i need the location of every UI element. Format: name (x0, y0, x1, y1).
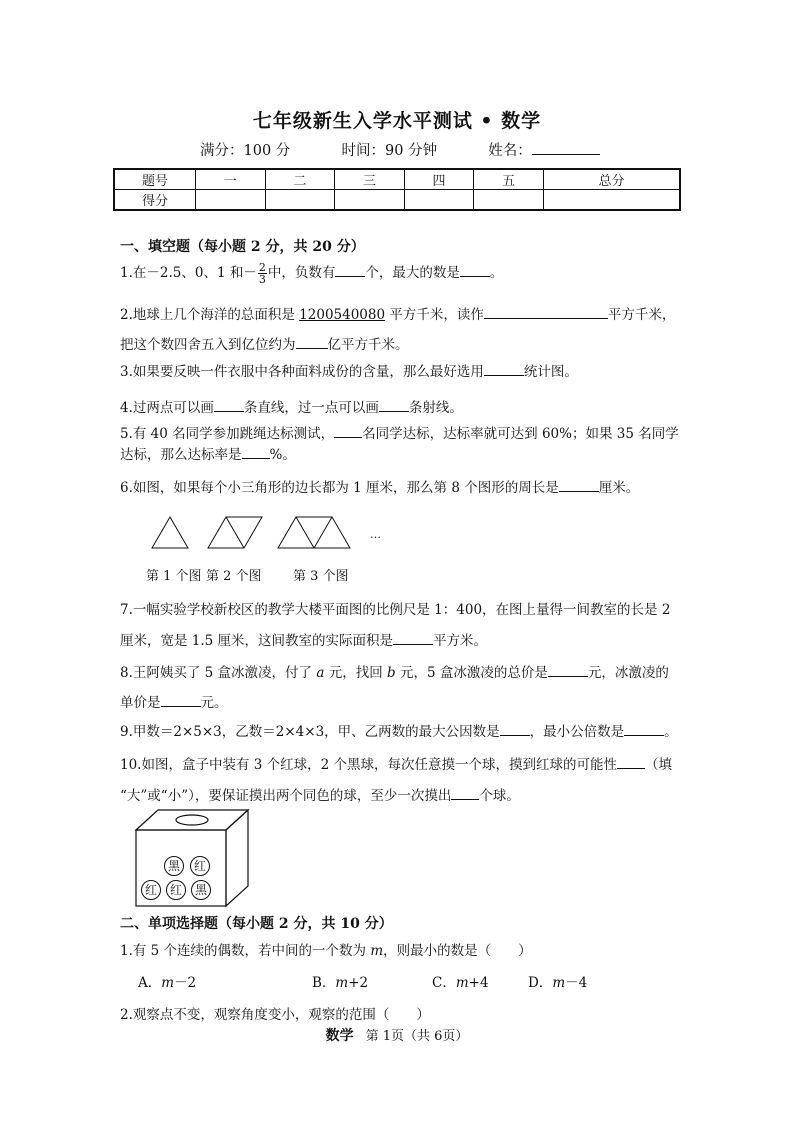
footer-subject: 数学 (325, 1028, 354, 1044)
mc-option-d[interactable] (528, 971, 587, 991)
option-letter: B． (312, 975, 336, 991)
answer-blank[interactable] (242, 445, 270, 459)
page-footer (0, 1025, 794, 1045)
footer-page: 第 1页（共 6页） (365, 1029, 469, 1044)
fraction-numerator: 2 (258, 261, 266, 274)
exam-meta (200, 139, 600, 160)
figure-label: 第 1 个图 (146, 569, 202, 584)
mc-question-1 (120, 939, 532, 959)
question-3 (120, 360, 578, 380)
variable: b (387, 665, 396, 681)
table-row (114, 190, 680, 211)
answer-blank[interactable] (214, 398, 244, 412)
variable: a (316, 665, 325, 681)
answer-blank[interactable] (296, 335, 328, 349)
question-text: 6.如图，如果每个小三角形的边长都为 1 厘米，那么第 8 个图形的周长是 (120, 480, 559, 496)
answer-blank[interactable] (460, 263, 490, 277)
fraction (258, 262, 267, 285)
triangle-figure-1 (152, 517, 188, 548)
table-cell: 二 (265, 169, 335, 190)
question-text: 3.如果要反映一件衣服中各种面料成份的含量，那么最好选用 (120, 364, 484, 380)
question-2-line2 (120, 333, 409, 353)
variable: m (455, 975, 469, 991)
question-1 (120, 260, 503, 286)
variable: m (161, 975, 175, 991)
option-letter: A． (138, 975, 162, 991)
question-6 (120, 476, 639, 496)
score-cell[interactable] (474, 190, 544, 211)
score-cell[interactable] (335, 190, 405, 211)
question-text: 4.过两点可以画 (120, 400, 214, 416)
page-title: 七年级新生入学水平测试 • 数学 (252, 110, 542, 132)
question-8-line2 (120, 691, 228, 711)
question-text: 平方千米，读作 (385, 307, 484, 323)
question-text: ，最小公倍数是 (529, 724, 625, 740)
mc-option-c[interactable] (432, 971, 489, 991)
question-text: %。 (269, 447, 296, 463)
table-cell: 三 (335, 169, 405, 190)
question-text: 2.观察点不变，观察角度变小，观察的范围（ ） (120, 1007, 430, 1023)
figure-label: 第 3 个图 (293, 569, 349, 584)
option-letter: C． (432, 975, 456, 991)
question-text: 个球。 (479, 788, 520, 804)
question-text: 平方米。 (433, 633, 488, 649)
question-text: 8.王阿姨买了 5 盒冰激凌，付了 (120, 665, 317, 681)
table-cell: 总分 (543, 169, 680, 190)
question-text: 5.有 40 名同学参加跳绳达标测试， (120, 426, 335, 442)
figure-label: 第 2 个图 (206, 569, 262, 584)
ball-black: 黑 (164, 856, 184, 876)
question-text: 2.地球上几个海洋的总面积是 (120, 307, 300, 323)
answer-blank[interactable] (500, 722, 530, 736)
question-8 (120, 661, 669, 681)
fraction-denominator: 3 (258, 273, 266, 286)
answer-blank[interactable] (484, 362, 524, 376)
table-cell: 得分 (114, 190, 196, 211)
answer-blank[interactable] (559, 478, 599, 492)
question-7 (120, 598, 670, 618)
option-letter: D． (528, 975, 553, 991)
question-text: 元，找回 (324, 665, 387, 681)
score-cell[interactable] (404, 190, 474, 211)
answer-blank[interactable] (379, 398, 409, 412)
triangle-figures (140, 510, 400, 555)
ball-red: 红 (166, 880, 186, 900)
question-text: 单价是 (120, 695, 161, 711)
answer-blank[interactable] (617, 755, 645, 769)
section-heading: 二、单项选择题（每小题 2 分，共 10 分） (120, 916, 393, 932)
question-5 (120, 422, 679, 442)
table-cell: 五 (474, 169, 544, 190)
ellipsis: … (370, 528, 381, 541)
answer-blank[interactable] (484, 305, 608, 319)
answer-blank[interactable] (548, 663, 588, 677)
ball-black: 黑 (191, 880, 211, 900)
question-10-line2 (120, 784, 520, 804)
question-7-line2 (120, 629, 487, 649)
question-text: 元，冰激凌的 (587, 665, 669, 681)
question-text: （填 (645, 757, 673, 773)
question-text: 1.有 5 个连续的偶数，若中间的一个数为 (120, 943, 371, 959)
mc-question-2 (120, 1003, 430, 1023)
question-text: 把这个数四舍五入到亿位约为 (120, 337, 296, 353)
question-text: 厘米。 (598, 480, 640, 496)
question-10 (120, 753, 672, 773)
question-text: 。 (664, 724, 678, 740)
variable: m (335, 975, 349, 991)
score-table (113, 168, 681, 211)
exam-time: 时间：90 分钟 (341, 143, 438, 159)
question-text: 亿平方千米。 (327, 337, 409, 353)
triangle-figure-3 (278, 517, 350, 548)
question-text: 。 (489, 265, 504, 281)
variable: m (370, 943, 384, 959)
option-text: +2 (348, 975, 369, 991)
question-text: 条射线。 (408, 400, 463, 416)
question-text: 个，最大的数是 (365, 265, 460, 281)
question-text: 统计图。 (523, 364, 578, 380)
question-text: 9.甲数＝2×5×3，乙数＝2×4×3，甲、乙两数的最大公因数是 (120, 724, 500, 740)
question-text: 元，5 盒冰激凌的总价是 (395, 665, 548, 681)
area-number: 1200540080 (299, 307, 386, 323)
answer-blank[interactable] (161, 693, 201, 707)
question-text: 厘米，宽是 1.5 厘米，这间教室的实际面积是 (120, 633, 394, 649)
question-text: 中，负数有 (267, 265, 336, 281)
option-text: －2 (174, 975, 197, 991)
name-blank[interactable] (532, 140, 600, 155)
option-text: +4 (468, 975, 489, 991)
mc-option-b[interactable] (312, 971, 368, 991)
question-text: “大”或“小”），要保证摸出两个同色的球，至少一次摸出 (120, 788, 452, 804)
answer-blank[interactable] (624, 722, 664, 736)
score-cell[interactable] (196, 190, 266, 211)
name-label: 姓名： (488, 143, 532, 159)
table-cell: 一 (196, 169, 266, 190)
answer-blank[interactable] (451, 786, 479, 800)
table-cell: 四 (404, 169, 474, 190)
question-text: 达标，那么达标率是 (120, 447, 242, 463)
mc-option-a[interactable] (138, 971, 196, 991)
answer-blank[interactable] (393, 631, 433, 645)
ball-red: 红 (190, 856, 210, 876)
question-text: 7.一幅实验学校新校区的教学大楼平面图的比例尺是 1：400，在图上量得一间教室的长是 2 (120, 602, 671, 618)
question-text: 10.如图，盒子中装有 3 个红球，2 个黑球，每次任意摸一个球，摸到红球的可能性 (120, 757, 618, 773)
question-text: ，则最小的数是（ ） (383, 943, 532, 959)
question-text: 平方千米， (607, 307, 676, 323)
question-9 (120, 720, 678, 740)
ball-box-figure (132, 808, 252, 910)
question-text: 元。 (200, 695, 228, 711)
answer-blank[interactable] (335, 263, 365, 277)
table-row (114, 169, 680, 190)
variable: m (552, 975, 566, 991)
score-cell[interactable] (265, 190, 335, 211)
answer-blank[interactable] (334, 424, 362, 438)
question-5-line2 (120, 443, 296, 463)
question-text: 1.在－2.5、0、1 和－ (120, 265, 257, 281)
question-text: 条直线，过一点可以画 (243, 400, 379, 416)
option-text: －4 (565, 975, 588, 991)
question-text: 名同学达标，达标率就可达到 60%；如果 35 名同学 (362, 426, 679, 442)
score-cell[interactable] (543, 190, 680, 211)
full-score: 满分：100 分 (200, 143, 291, 159)
section-heading: 一、填空题（每小题 2 分，共 20 分） (120, 239, 365, 255)
question-2 (120, 303, 675, 323)
ball-red: 红 (141, 880, 161, 900)
question-4 (120, 396, 463, 416)
table-cell: 题号 (114, 169, 196, 190)
